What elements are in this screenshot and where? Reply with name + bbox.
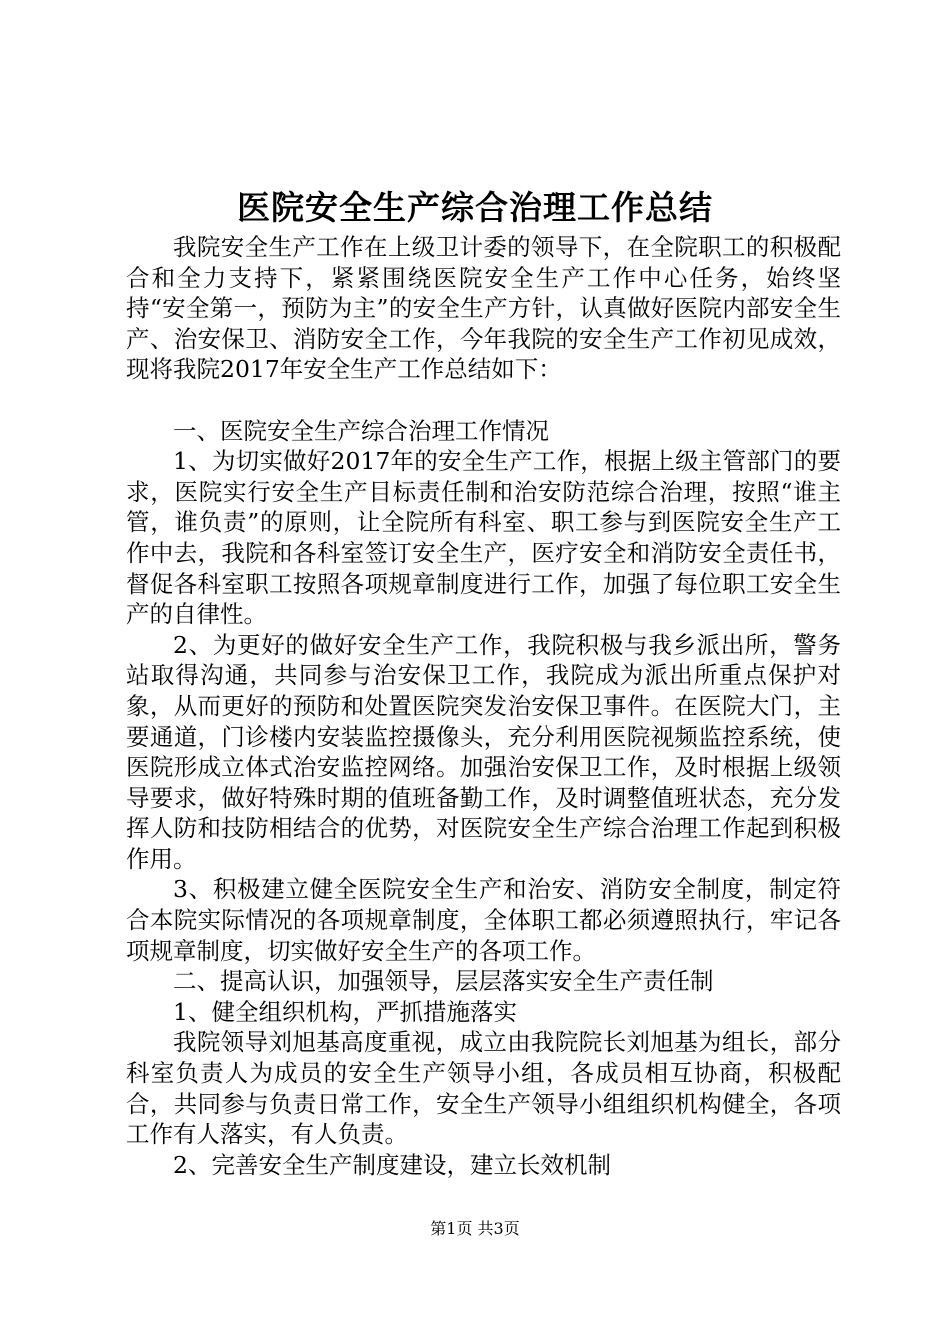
paragraph-intro: 我院安全生产工作在上级卫计委的领导下，在全院职工的积极配合和全力支持下，紧紧围绕医院安全生产工作中心任务，始终坚持“安全第一，预防为主”的安全生产方针，认真做好医院内部安全生产、治安保卫、消防安全工作，今年我院的安全生产工作初见成效，现将我院2017年安全生产工作总结如下： — [126, 233, 841, 384]
paragraph-1-1: 1、为切实做好2017年的安全生产工作，根据上级主管部门的要求，医院实行安全生产目标责任制和治安防范综合治理，按照“谁主管，谁负责”的原则，让全院所有科室、职工参与到医院安全生产工作中去，我院和各科室签订安全生产，医疗安全和消防安全责任书，督促各科室职工按照各项规章制度进行工作，加强了每位职工安全生产的自律性。 — [126, 447, 841, 629]
paragraph-2-1: 我院领导刘旭基高度重视，成立由我院院长刘旭基为组长，部分科室负责人为成员的安全生产领导小组，各成员相互协商，积极配合，共同参与负责日常工作，安全生产领导小组组织机构健全，各项工作有人落实，有人负责。 — [126, 1028, 841, 1149]
section-heading-2: 二、提高认识，加强领导，层层落实安全生产责任制 — [173, 967, 714, 996]
subheading-2-2: 2、完善安全生产制度建设，建立长效机制 — [173, 1150, 611, 1179]
paragraph-1-3: 3、积极建立健全医院安全生产和治安、消防安全制度，制定符合本院实际情况的各项规章制度，全体职工都必须遵照执行，牢记各项规章制度，切实做好安全生产的各项工作。 — [126, 875, 841, 965]
paragraph-1-2: 2、为更好的做好安全生产工作，我院积极与我乡派出所，警务站取得沟通，共同参与治安保卫工作，我院成为派出所重点保护对象，从而更好的预防和处置医院突发治安保卫事件。在医院大门，主要通道，门诊楼内安装监控摄像头，充分利用医院视频监控系统，使医院形成立体式治安监控网络。加强治安保卫工作，及时根据上级领导要求，做好特殊时期的值班备勤工作，及时调整值班状态，充分发挥人防和技防相结合的优势，对医院安全生产综合治理工作起到积极作用。 — [126, 630, 841, 873]
document-title: 医院安全生产综合治理工作总结 — [237, 188, 713, 227]
document-body — [126, 232, 841, 1180]
section-heading-1: 一、医院安全生产综合治理工作情况 — [173, 416, 549, 445]
subheading-2-1: 1、健全组织机构，严抓措施落实 — [173, 997, 517, 1026]
page-footer: 第1页 共3页 — [430, 1219, 520, 1238]
